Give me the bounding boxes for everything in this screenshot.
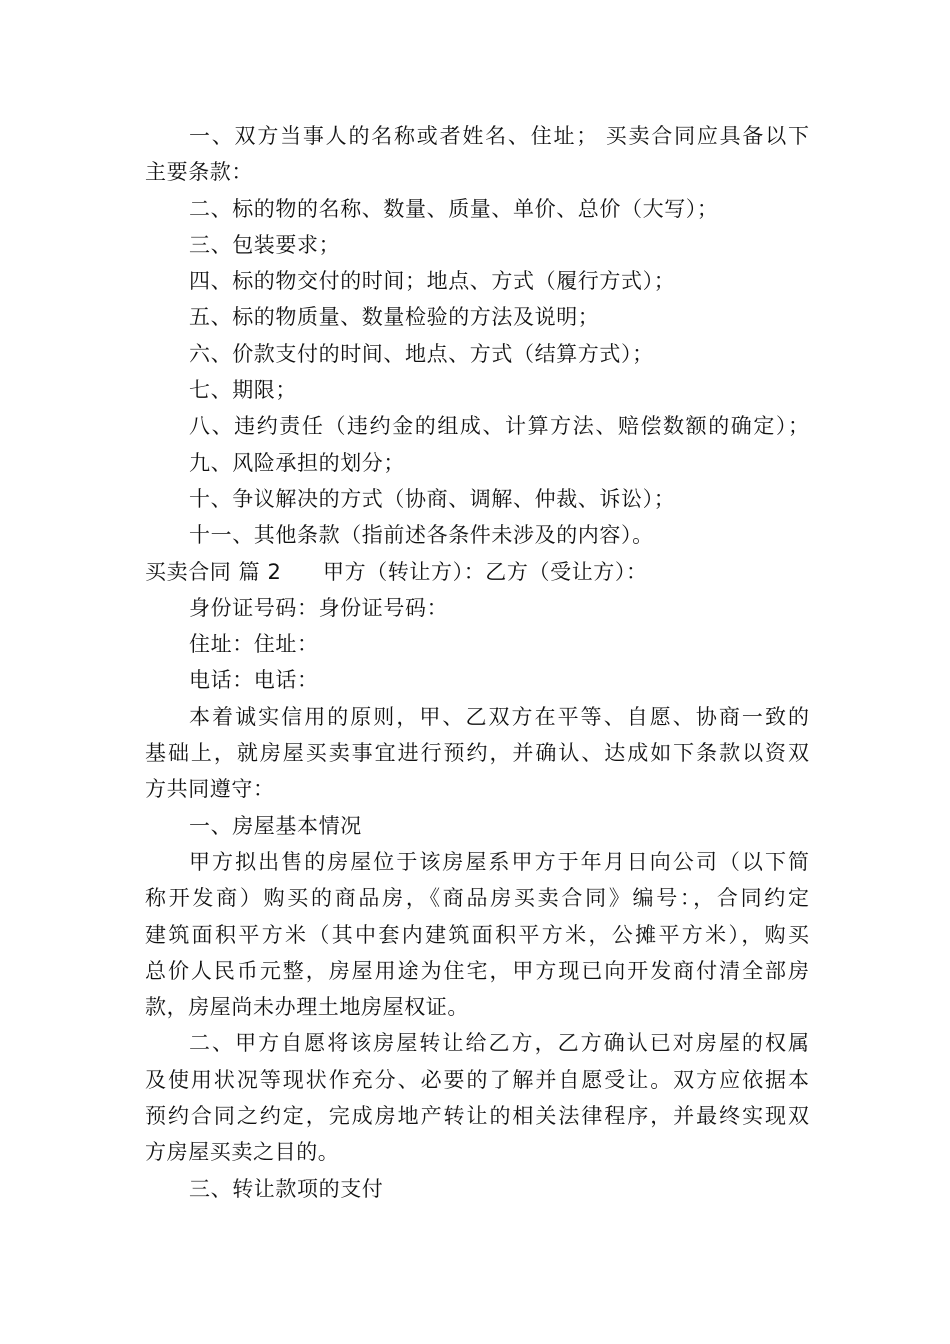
text-line: 及使用状况等现状作充分、必要的了解并自愿受让。双方应依据本 bbox=[145, 1067, 809, 1092]
text-line: 方共同遵守： bbox=[145, 777, 275, 802]
text-line: 九、风险承担的划分； bbox=[189, 450, 405, 475]
text-line: 五、标的物质量、数量检验的方法及说明； bbox=[189, 305, 600, 330]
contract-parties: 甲方（转让方）：乙方（受让方）： bbox=[323, 559, 648, 584]
text-line: 预约合同之约定，完成房地产转让的相关法律程序，并最终实现双 bbox=[145, 1104, 809, 1129]
contract-title: 买卖合同 篇 2 bbox=[145, 559, 282, 584]
text-line: 一、双方当事人的名称或者姓名、住址； 买卖合同应具备以下 bbox=[189, 124, 809, 148]
text-line: 甲方拟出售的房屋位于该房屋系甲方于年月日向公司（以下简 bbox=[189, 849, 809, 874]
text-line: 称开发商）购买的商品房，《商品房买卖合同》编号：，合同约定 bbox=[145, 886, 809, 911]
contract-header-line bbox=[145, 554, 809, 590]
text-line: 六、价款支付的时间、地点、方式（结算方式）； bbox=[189, 341, 654, 366]
text-line: 住址：住址： bbox=[189, 632, 319, 657]
text-line: 主要条款： bbox=[145, 160, 253, 185]
text-line: 电话：电话： bbox=[189, 668, 319, 693]
text-line: 方房屋买卖之目的。 bbox=[145, 1140, 340, 1165]
text-line: 基础上，就房屋买卖事宜进行预约，并确认、达成如下条款以资双 bbox=[145, 741, 809, 766]
text-line: 一、房屋基本情况 bbox=[189, 813, 362, 838]
text-line: 总价人民币元整，房屋用途为住宅，甲方现已向开发商付清全部房 bbox=[145, 958, 809, 983]
text-line: 三、转让款项的支付 bbox=[189, 1176, 384, 1201]
text-line: 十一、其他条款（指前述各条件未涉及的内容）。 bbox=[189, 523, 654, 548]
text-line: 十、争议解决的方式（协商、调解、仲裁、诉讼）； bbox=[189, 486, 676, 511]
text-line: 款，房屋尚未办理土地房屋权证。 bbox=[145, 995, 469, 1020]
text-line: 七、期限； bbox=[189, 378, 297, 403]
text-line: 八、违约责任（违约金的组成、计算方法、赔偿数额的确定）； bbox=[189, 414, 809, 439]
text-line: 四、标的物交付的时间；地点、方式（履行方式）； bbox=[189, 269, 676, 294]
text-line: 三、包装要求； bbox=[189, 232, 341, 257]
contract-terms-list bbox=[145, 118, 809, 554]
text-line: 本着诚实信用的原则，甲、乙双方在平等、自愿、协商一致的 bbox=[189, 704, 809, 729]
text-line: 二、甲方自愿将该房屋转让给乙方，乙方确认已对房屋的权属 bbox=[189, 1031, 809, 1056]
text-line: 二、标的物的名称、数量、质量、单价、总价（大写）； bbox=[189, 196, 719, 221]
contract-body-text bbox=[145, 590, 809, 1207]
document-body bbox=[145, 118, 809, 1207]
text-line: 身份证号码：身份证号码： bbox=[189, 595, 449, 620]
text-line: 建筑面积平方米（其中套内建筑面积平方米，公摊平方米），购买 bbox=[145, 922, 809, 947]
